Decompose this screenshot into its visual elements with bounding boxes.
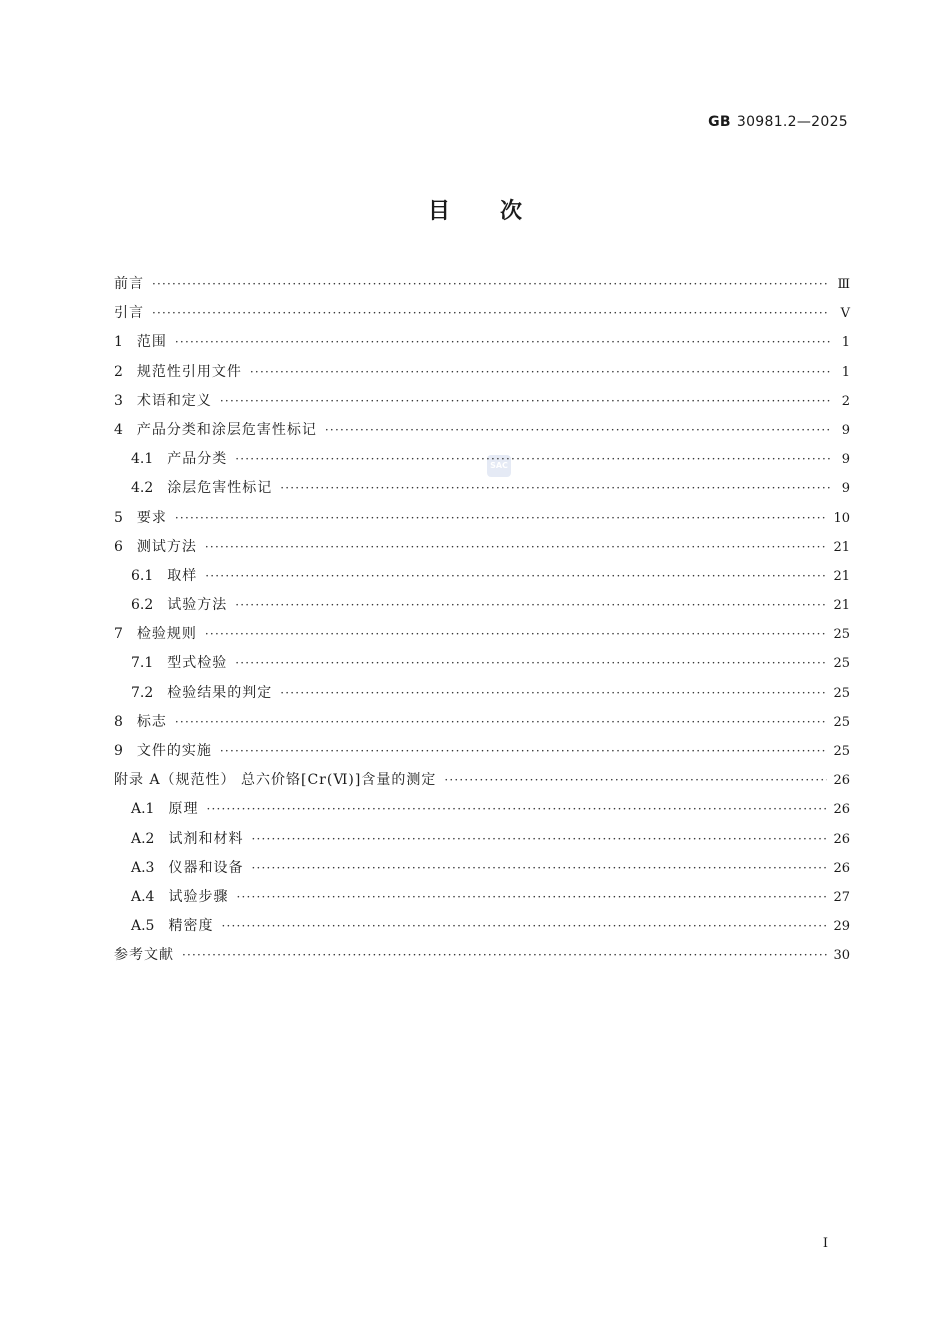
toc-entry-label: 引言 — [114, 305, 144, 322]
toc-entry-label: 术语和定义 — [136, 392, 212, 409]
toc-entry-label: 型式检验 — [167, 655, 228, 672]
toc-entry-page: Ⅴ — [840, 306, 850, 322]
toc-entry-page: 21 — [833, 539, 850, 555]
toc-dot-leader — [175, 328, 830, 357]
standard-number: 30981.2—2025 — [736, 114, 848, 130]
toc-dot-leader — [251, 854, 827, 883]
toc-entry-label: 产品分类和涂层危害性标记 — [136, 421, 317, 438]
toc-entry[interactable] — [114, 299, 850, 328]
toc-entry[interactable] — [114, 358, 850, 387]
toc-entry-number: 1 — [114, 334, 123, 351]
toc-dot-leader — [250, 358, 830, 387]
toc-entry[interactable] — [114, 825, 850, 854]
toc-entry-page: 21 — [833, 568, 850, 584]
toc-entry-label: 要求 — [136, 509, 167, 526]
toc-entry-label: 规范性引用文件 — [136, 363, 242, 380]
toc-entry[interactable] — [114, 328, 850, 357]
toc-entry-page: 10 — [833, 510, 850, 526]
toc-entry-number: A.1 — [131, 801, 155, 818]
toc-entry-page: 26 — [833, 831, 850, 847]
toc-entry-label: 试验方法 — [167, 597, 228, 614]
toc-dot-leader — [235, 649, 827, 678]
toc-entry[interactable] — [114, 620, 850, 649]
toc-entry-label: 仪器和设备 — [168, 859, 244, 876]
toc-entry-page: 25 — [833, 714, 850, 730]
toc-entry-number: 3 — [114, 392, 123, 409]
toc-entry[interactable] — [114, 708, 850, 737]
toc-entry-page: 9 — [841, 452, 850, 468]
toc-dot-leader — [205, 562, 827, 591]
toc-entry-label: 原理 — [168, 801, 199, 818]
toc-entry[interactable] — [114, 766, 850, 795]
toc-entry-number: 4.2 — [131, 480, 154, 497]
toc-entry-number: 4 — [114, 421, 123, 438]
sac-watermark-logo: SAC — [487, 455, 511, 477]
toc-entry-number: 6 — [114, 538, 123, 555]
toc-entry-page: 25 — [833, 656, 850, 672]
toc-entry-page: 30 — [833, 948, 850, 964]
toc-dot-leader — [182, 941, 827, 970]
page-number: I — [822, 1236, 828, 1251]
toc-entry-page: 9 — [841, 481, 850, 497]
standard-prefix: GB — [708, 114, 731, 130]
page-title: 目次 — [427, 199, 572, 224]
toc-entry[interactable] — [114, 649, 850, 678]
toc-entry[interactable] — [114, 941, 850, 970]
toc-entry[interactable] — [114, 854, 850, 883]
toc-entry[interactable] — [114, 679, 850, 708]
toc-dot-leader — [220, 387, 830, 416]
toc-entry-label: 精密度 — [168, 918, 214, 935]
toc-entry-page: 1 — [841, 335, 850, 351]
toc-dot-leader — [206, 795, 827, 824]
toc-entry-number: 8 — [114, 713, 123, 730]
toc-entry-page: 25 — [833, 685, 850, 701]
toc-dot-leader — [235, 445, 830, 474]
toc-entry-page: 25 — [833, 744, 850, 759]
toc-entry[interactable] — [114, 883, 850, 912]
toc-entry-number: A.2 — [131, 830, 155, 847]
toc-entry[interactable] — [114, 562, 850, 591]
toc-entry-label: 范围 — [136, 334, 167, 351]
toc-entry[interactable] — [114, 737, 850, 766]
toc-entry[interactable] — [114, 504, 850, 533]
toc-dot-leader — [175, 504, 828, 533]
toc-dot-leader — [205, 620, 828, 649]
toc-entry-label: 检验规则 — [136, 626, 197, 643]
toc-dot-leader — [235, 591, 827, 620]
toc-entry-page: 21 — [833, 598, 850, 614]
toc-entry-label: 附录 A（规范性） 总六价铬[Cr(Ⅵ)]含量的测定 — [114, 772, 437, 789]
toc-entry-number: A.3 — [131, 859, 155, 876]
toc-entry-label: 涂层危害性标记 — [167, 480, 273, 497]
toc-entry-label: 参考文献 — [114, 947, 174, 964]
toc-entry-number: 7.2 — [131, 684, 154, 701]
toc-entry[interactable] — [114, 387, 850, 416]
toc-dot-leader — [205, 533, 828, 562]
toc-dot-leader — [152, 270, 830, 299]
toc-entry-page: 27 — [833, 889, 850, 905]
toc-entry-number: 4.1 — [131, 451, 154, 468]
toc-entry-number: 7.1 — [131, 655, 154, 672]
toc-entry[interactable] — [114, 474, 850, 503]
toc-dot-leader — [280, 679, 827, 708]
toc-entry-number: 6.1 — [131, 567, 154, 584]
toc-entry[interactable] — [114, 533, 850, 562]
table-of-contents — [114, 270, 850, 971]
toc-dot-leader — [251, 825, 827, 854]
toc-dot-leader — [236, 883, 827, 912]
toc-entry-page: Ⅲ — [837, 277, 850, 292]
toc-entry-number: A.4 — [131, 888, 155, 905]
toc-entry-number: 2 — [114, 363, 123, 380]
toc-entry-label: 标志 — [136, 713, 167, 730]
toc-dot-leader — [280, 474, 830, 503]
toc-entry-number: 6.2 — [131, 597, 154, 614]
toc-entry[interactable] — [114, 912, 850, 941]
toc-entry-label: 取样 — [167, 567, 198, 584]
toc-entry-page: 2 — [841, 393, 850, 409]
toc-dot-leader — [444, 766, 827, 795]
toc-entry[interactable] — [114, 416, 850, 445]
toc-entry[interactable] — [114, 270, 850, 299]
toc-entry-page: 25 — [833, 627, 850, 643]
toc-entry-label: 试剂和材料 — [168, 830, 244, 847]
toc-entry-label: 产品分类 — [167, 451, 228, 468]
toc-entry-label: 检验结果的判定 — [167, 684, 273, 701]
toc-entry-number: 5 — [114, 509, 123, 526]
toc-entry-number: 9 — [114, 743, 123, 759]
toc-entry-label: 文件的实施 — [136, 743, 212, 759]
toc-entry-page: 1 — [841, 364, 850, 380]
toc-entry-page: 26 — [833, 860, 850, 876]
toc-dot-leader — [221, 912, 827, 941]
toc-entry-page: 26 — [833, 802, 850, 818]
toc-entry[interactable] — [114, 445, 850, 474]
toc-entry-label: 测试方法 — [136, 538, 197, 555]
toc-entry[interactable] — [114, 795, 850, 824]
toc-entry-page: 26 — [833, 773, 850, 789]
toc-entry-number: 7 — [114, 626, 123, 643]
toc-dot-leader — [220, 737, 828, 766]
toc-entry-label: 试验步骤 — [168, 888, 229, 905]
toc-entry-page: 9 — [841, 422, 850, 438]
toc-dot-leader — [152, 299, 830, 328]
toc-entry[interactable] — [114, 591, 850, 620]
toc-entry-number: A.5 — [131, 918, 155, 935]
toc-dot-leader — [175, 708, 828, 737]
standard-code — [708, 114, 848, 130]
toc-entry-page: 29 — [833, 919, 850, 935]
toc-entry-label: 前言 — [114, 276, 144, 292]
toc-dot-leader — [325, 416, 830, 445]
